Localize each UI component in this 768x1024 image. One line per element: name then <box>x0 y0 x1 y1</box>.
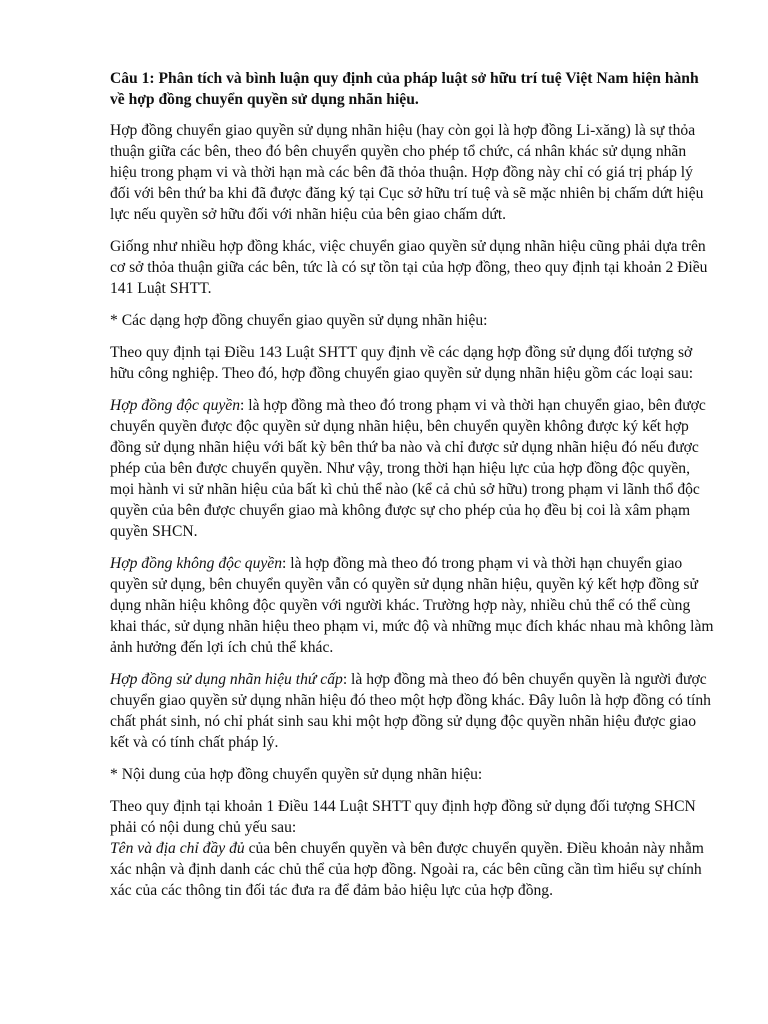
section-contract-content: * Nội dung của hợp đồng chuyển quyền sử dụng nhãn hiệu: <box>110 766 483 783</box>
term-exclusive-contract: Hợp đồng độc quyền <box>110 397 241 414</box>
term-names-addresses: Tên và địa chỉ đầy đủ <box>110 840 245 857</box>
paragraph-names-addresses <box>110 838 716 901</box>
paragraph-secondary-contract <box>110 669 716 753</box>
section-contract-types: * Các dạng hợp đồng chuyển giao quyền sử dụng nhãn hiệu: <box>110 312 488 329</box>
text-names-addresses: của bên chuyển quyền và bên được chuyển quyền. Điều khoản này nhằm xác nhận và định danh các chủ thể của hợp đồng. Ngoài ra, các bên cũng cần tìm hiểu sự chính xác của các thông tin đối tác đưa ra để đảm bảo hiệu lực của hợp đồng. <box>110 840 704 899</box>
paragraph-article-143: Theo quy định tại Điều 143 Luật SHTT quy định về các dạng hợp đồng sử dụng đối tượng sở hữu công nghiệp. Theo đó, hợp đồng chuyển giao quyền sử dụng nhãn hiệu gồm các loại sau: <box>110 344 694 382</box>
question-heading: Câu 1: Phân tích và bình luận quy định của pháp luật sở hữu trí tuệ Việt Nam hiện hành về hợp đồng chuyển quyền sử dụng nhãn hiệu. <box>110 70 699 108</box>
paragraph-legal-basis: Giống như nhiều hợp đồng khác, việc chuyển giao quyền sử dụng nhãn hiệu cũng phải dựa trên cơ sở thỏa thuận giữa các bên, tức là có sự tồn tại của hợp đồng, theo quy định tại khoản 2 Điều 141 Luật SHTT. <box>110 238 708 297</box>
text-non-exclusive-contract: : là hợp đồng mà theo đó trong phạm vi và thời hạn chuyển giao quyền sử dụng, bên chuyển quyền vẫn có quyền sử dụng nhãn hiệu, quyền ký kết hợp đồng sử dụng nhãn hiệu không độc quyền với người khác. Trường hợp này, nhiều chủ thể có thể cùng khai thác, sử dụng nhãn hiệu theo phạm vi, mức độ và những mục đích khác nhau mà không làm ảnh hưởng đến lợi ích chủ thể khác. <box>110 555 714 656</box>
text-exclusive-contract: : là hợp đồng mà theo đó trong phạm vi và thời hạn chuyển giao, bên được chuyển quyền được độc quyền sử dụng nhãn hiệu, bên chuyển quyền không được ký kết hợp đồng sử dụng nhãn hiệu với bất kỳ bên thứ ba nào và chỉ được sử dụng nhãn hiệu đó nếu được phép của bên được chuyển quyền. Như vậy, trong thời hạn hiệu lực của hợp đồng độc quyền, mọi hành vi sử nhãn hiệu của bất kì chủ thể nào (kể cả chủ sở hữu) trong phạm vi lãnh thổ độc quyền của bên được chuyển giao mà không được sự cho phép của họ đều bị coi là xâm phạm quyền SHCN. <box>110 397 706 540</box>
paragraph-definition: Hợp đồng chuyển giao quyền sử dụng nhãn hiệu (hay còn gọi là hợp đồng Li-xăng) là sự thỏa thuận giữa các bên, theo đó bên chuyển quyền cho phép tổ chức, cá nhân khác sử dụng nhãn hiệu trong phạm vi và thời hạn mà các bên đã thỏa thuận. Hợp đồng này chỉ có giá trị pháp lý đối với bên thứ ba khi đã được đăng ký tại Cục sở hữu trí tuệ và sẽ mặc nhiên bị chấm dứt hiệu lực nếu quyền sở hữu đối với nhãn hiệu của bên giao chấm dứt. <box>110 122 704 223</box>
term-non-exclusive-contract: Hợp đồng không độc quyền <box>110 555 283 572</box>
text-secondary-contract: : là hợp đồng mà theo đó bên chuyển quyền là người được chuyển giao quyền sử dụng nhãn hiệu đó theo một hợp đồng khác. Đây luôn là hợp đồng có tính chất phát sinh, nó chỉ phát sinh sau khi một hợp đồng sử dụng độc quyền nhãn hiệu được giao kết và có tính chất pháp lý. <box>110 671 711 751</box>
paragraph-non-exclusive-contract <box>110 553 716 658</box>
paragraph-article-144: Theo quy định tại khoản 1 Điều 144 Luật SHTT quy định hợp đồng sử dụng đối tượng SHCN phải có nội dung chủ yếu sau: <box>110 798 696 836</box>
paragraph-exclusive-contract <box>110 395 716 542</box>
term-secondary-contract: Hợp đồng sử dụng nhãn hiệu thứ cấp <box>110 671 343 688</box>
